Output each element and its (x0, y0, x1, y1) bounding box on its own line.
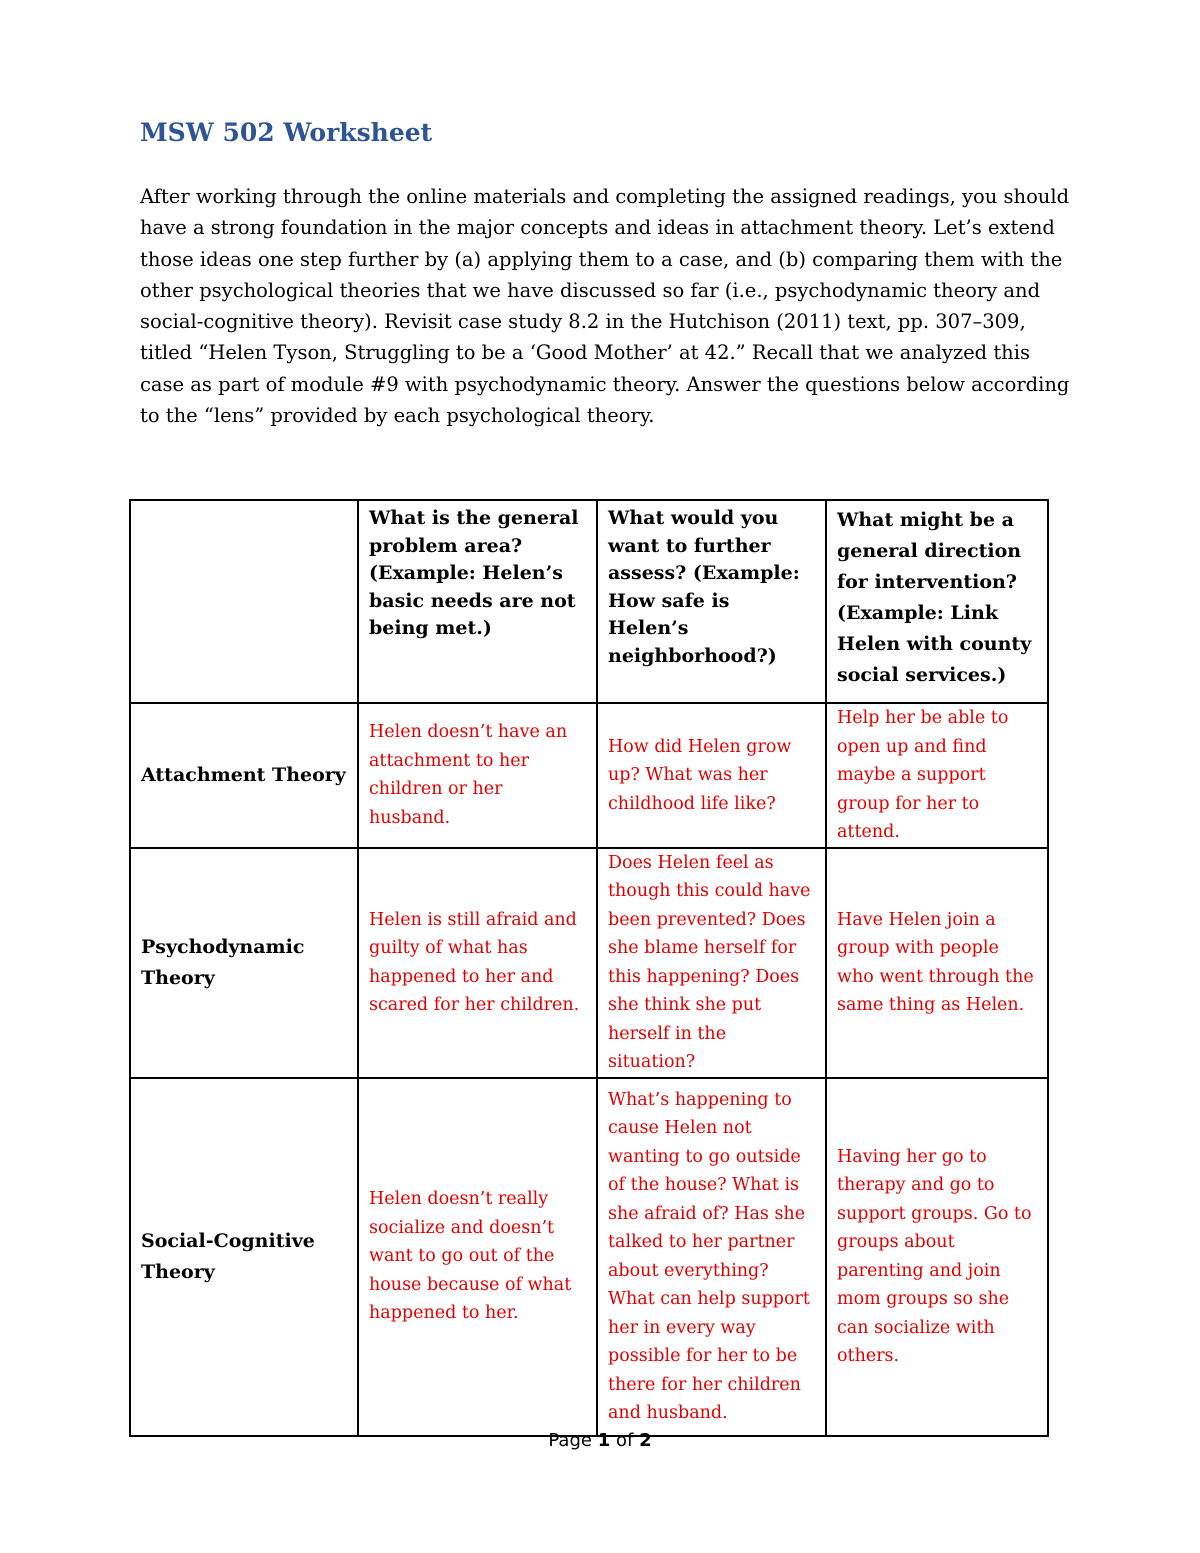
header-intervention: What might be a general direction for intervention? (Example: Link Helen with county social services.) (826, 500, 1048, 703)
table-header-row (130, 500, 1048, 703)
footer-of-word: of (615, 1430, 634, 1451)
footer-page-word: Page (548, 1430, 592, 1451)
answer-assess: How did Helen grow up? What was her childhood life like? (597, 703, 826, 848)
header-problem-area: What is the general problem area? (Example: Helen’s basic needs are not being met.) (358, 500, 597, 703)
row-label-psychodynamic-theory: Psychodynamic Theory (130, 848, 358, 1078)
worksheet-table (129, 499, 1049, 1437)
footer-current-page: 1 (597, 1430, 611, 1451)
answer-assess: What’s happening to cause Helen not wanting to go outside of the house? What is she afraid of? Has she talked to her partner about everything? What can help support her in every way possible for her to be there for her children and husband. (597, 1078, 826, 1436)
document-title: MSW 502 Worksheet (140, 118, 433, 147)
answer-assess: Does Helen feel as though this could have been prevented? Does she blame herself for this happening? Does she think she put herself in the situation? (597, 848, 826, 1078)
answer-problem: Helen doesn’t really socialize and doesn’t want to go out of the house because of what happened to her. (358, 1078, 597, 1436)
header-further-assess: What would you want to further assess? (Example: How safe is Helen’s neighborhood?) (597, 500, 826, 703)
row-label-attachment-theory: Attachment Theory (130, 703, 358, 848)
answer-problem: Helen doesn’t have an attachment to her children or her husband. (358, 703, 597, 848)
header-cell-empty (130, 500, 358, 703)
table-row (130, 1078, 1048, 1436)
intro-paragraph: After working through the online materials and completing the assigned readings, you should have a strong foundation in the major concepts and ideas in attachment theory. Let’s extend those ideas one step further by (a) applying them to a case, and (b) comparing them with the other psychological theories that we have discussed so far (i.e., psychodynamic theory and social-cognitive theory). Revisit case study 8.2 in the Hutchison (2011) text, pp. 307–309, titled “Helen Tyson, Struggling to be a ‘Good Mother’ at 42.” Recall that we analyzed this case as part of module #9 with psychodynamic theory. Answer the questions below according to the “lens” provided by each psychological theory. (140, 185, 1070, 428)
answer-intervention: Help her be able to open up and find maybe a support group for her to attend. (826, 703, 1048, 848)
table-row (130, 848, 1048, 1078)
row-label-social-cognitive-theory: Social-Cognitive Theory (130, 1078, 358, 1436)
page-number-footer (0, 1430, 1200, 1451)
table-row (130, 703, 1048, 848)
answer-intervention: Have Helen join a group with people who went through the same thing as Helen. (826, 848, 1048, 1078)
footer-total-pages: 2 (639, 1430, 652, 1451)
answer-problem: Helen is still afraid and guilty of what has happened to her and scared for her children. (358, 848, 597, 1078)
answer-intervention: Having her go to therapy and go to support groups. Go to groups about parenting and join mom groups so she can socialize with others. (826, 1078, 1048, 1436)
